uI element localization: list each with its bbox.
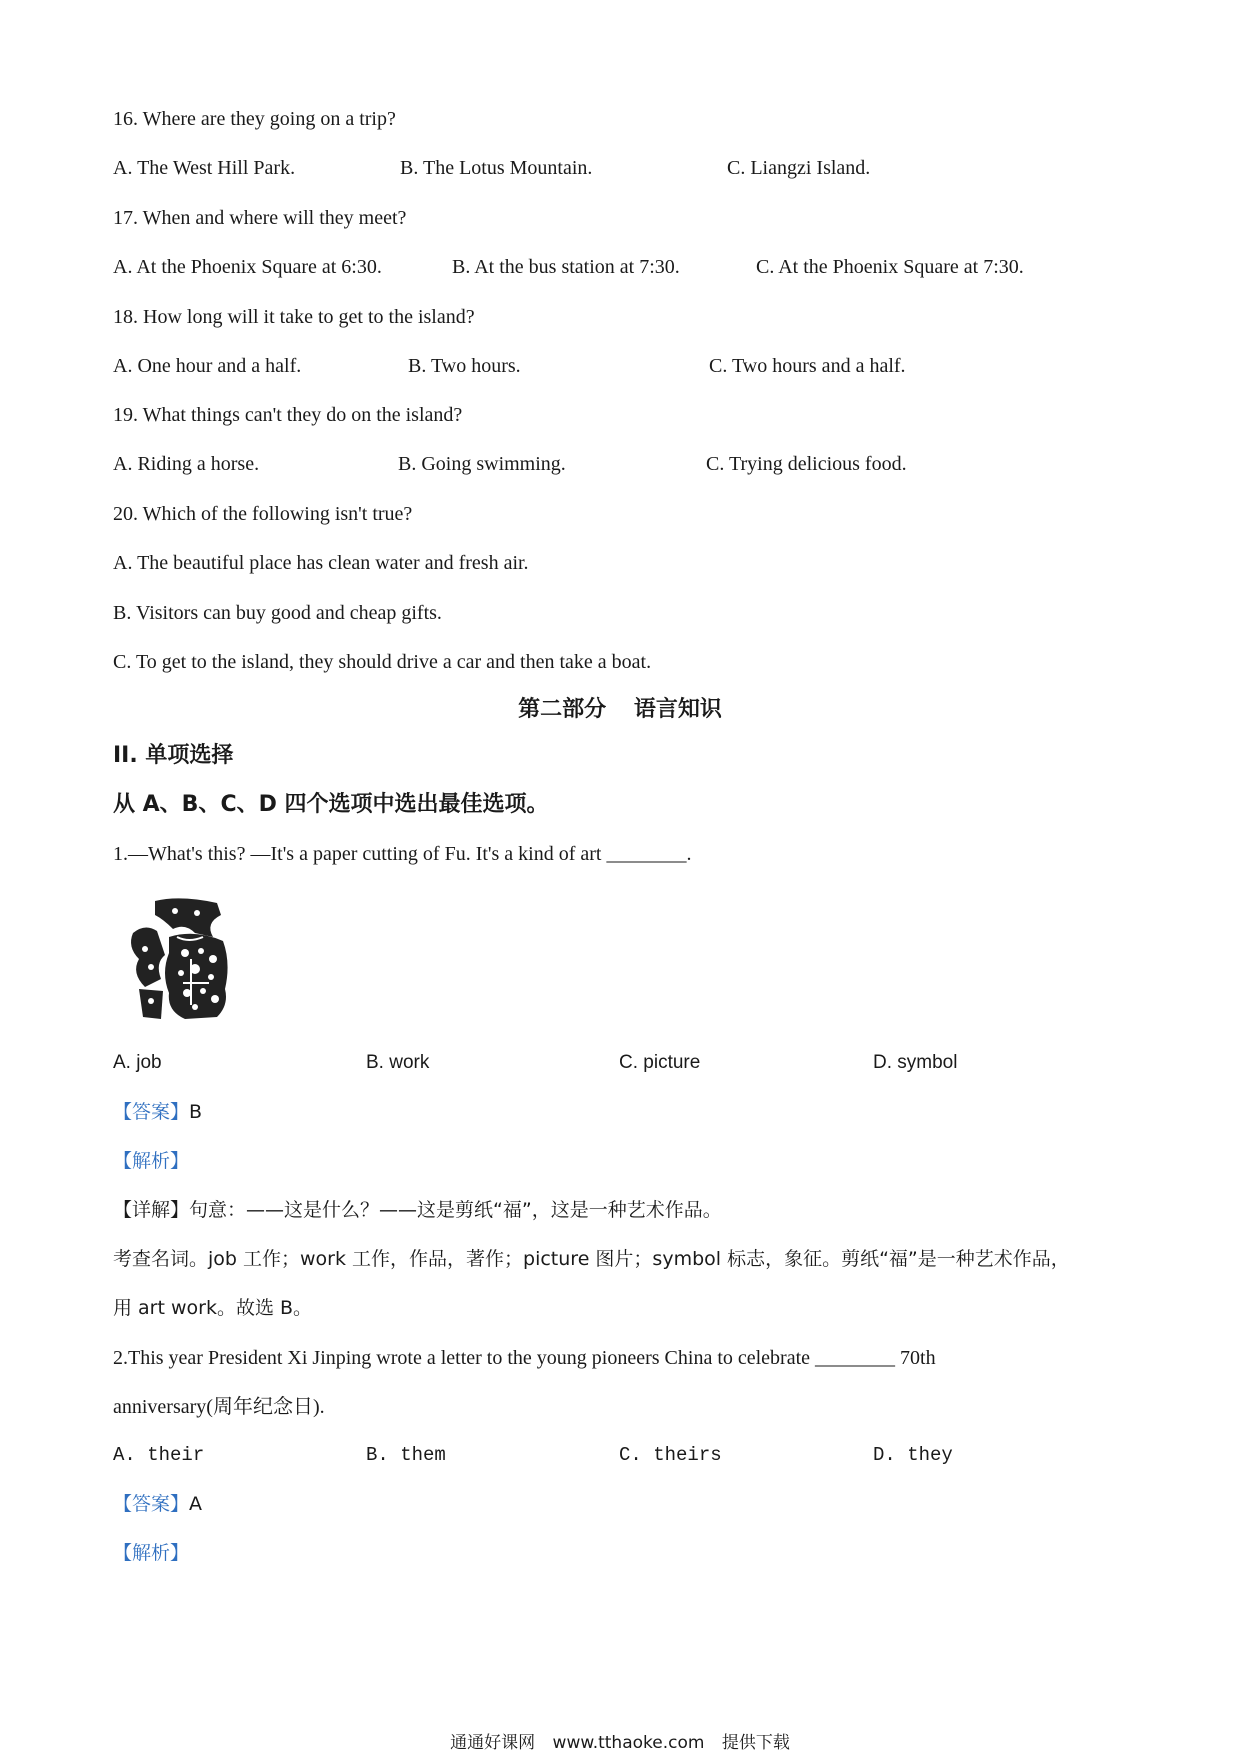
question-20-option-c: C. To get to the island, they should drive a car and then take a boat. xyxy=(113,651,652,673)
question-20-option-b: B. Visitors can buy good and cheap gifts. xyxy=(113,602,442,624)
question-20-option-a: A. The beautiful place has clean water and fresh air. xyxy=(113,552,529,574)
question-19-stem: 19. What things can't they do on the island? xyxy=(113,404,463,426)
question-1-detail xyxy=(113,1199,722,1222)
question-1-answer xyxy=(113,1101,202,1124)
option-a: A. Riding a horse. xyxy=(113,453,260,475)
question-1-explanation-2: 用 art work。故选 B。 xyxy=(113,1297,313,1319)
instruction: 从 A、B、C、D 四个选项中选出最佳选项。 xyxy=(113,792,549,817)
option-a: A. The West Hill Park. xyxy=(113,157,296,179)
option-a: A. job xyxy=(113,1052,162,1073)
option-c: C. theirs xyxy=(619,1444,722,1466)
answer-value: A xyxy=(189,1493,203,1515)
option-b: B. Going swimming. xyxy=(398,453,566,475)
subsection-title: II. 单项选择 xyxy=(113,743,234,768)
option-b: B. them xyxy=(366,1444,446,1466)
question-1-analysis-label: 【解析】 xyxy=(113,1150,190,1172)
option-d: D. they xyxy=(873,1444,953,1466)
answer-label: 【答案】 xyxy=(113,1101,190,1123)
section-heading xyxy=(0,692,1240,723)
option-b: B. work xyxy=(366,1052,430,1073)
fu-paper-cutting-image xyxy=(125,893,235,1023)
footer-site-name: 通通好课网 xyxy=(450,1733,536,1753)
option-a: A. One hour and a half. xyxy=(113,355,302,377)
option-c: C. picture xyxy=(619,1052,701,1073)
question-17-stem: 17. When and where will they meet? xyxy=(113,207,407,229)
answer-label: 【答案】 xyxy=(113,1493,190,1515)
question-2-stem-line-2: anniversary(周年纪念日). xyxy=(113,1396,325,1418)
page-footer xyxy=(0,1728,1240,1753)
option-c: C. Trying delicious food. xyxy=(706,453,907,475)
option-c: C. At the Phoenix Square at 7:30. xyxy=(756,256,1024,278)
question-20-stem: 20. Which of the following isn't true? xyxy=(113,503,413,525)
section-name: 语言知识 xyxy=(633,697,722,722)
question-2-answer xyxy=(113,1493,202,1516)
detail-text: 句意：——这是什么？——这是剪纸“福”，这是一种艺术作品。 xyxy=(189,1199,722,1221)
option-a: A. their xyxy=(113,1444,205,1466)
section-part: 第二部分 xyxy=(518,697,607,722)
option-b: B. The Lotus Mountain. xyxy=(400,157,593,179)
question-1-explanation-1: 考查名词。job 工作；work 工作，作品，著作；picture 图片；symbol 标志，象征。剪纸“福”是一种艺术作品， xyxy=(113,1248,1070,1270)
footer-url[interactable]: www.tthaoke.com xyxy=(552,1733,705,1753)
option-c: C. Two hours and a half. xyxy=(709,355,906,377)
option-b: B. At the bus station at 7:30. xyxy=(452,256,680,278)
question-1-stem: 1.—What's this? —It's a paper cutting of Fu. It's a kind of art ________. xyxy=(113,843,692,865)
option-b: B. Two hours. xyxy=(408,355,521,377)
option-c: C. Liangzi Island. xyxy=(727,157,871,179)
detail-label: 【详解】 xyxy=(113,1199,190,1221)
question-2-analysis-label: 【解析】 xyxy=(113,1542,190,1564)
answer-value: B xyxy=(189,1101,203,1123)
question-2-stem-line-1: 2.This year President Xi Jinping wrote a letter to the young pioneers China to celebrate ________ 70th xyxy=(113,1347,936,1369)
question-16-stem: 16. Where are they going on a trip? xyxy=(113,108,396,130)
option-d: D. symbol xyxy=(873,1052,958,1073)
question-18-stem: 18. How long will it take to get to the island? xyxy=(113,306,475,328)
footer-note: 提供下载 xyxy=(721,1733,790,1753)
option-a: A. At the Phoenix Square at 6:30. xyxy=(113,256,382,278)
